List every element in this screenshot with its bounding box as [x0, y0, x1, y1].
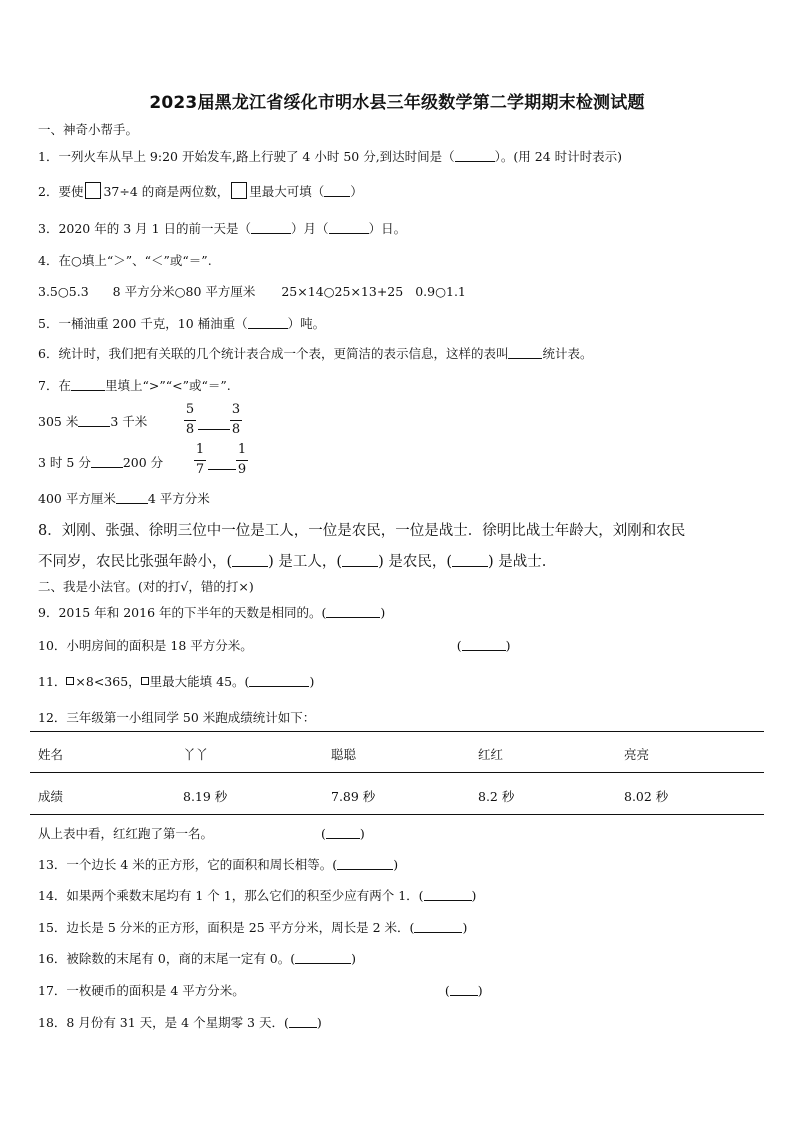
answer-blank[interactable] [208, 469, 236, 470]
table-header-cell: 丫丫 [183, 747, 209, 762]
answer-blank[interactable] [295, 951, 351, 964]
answer-blank[interactable] [289, 1015, 317, 1028]
table-rule-bottom [30, 814, 764, 815]
question-8-line-1: 8．刘刚、张强、徐明三位中一位是工人，一位是农民，一位是战士．徐明比战士年龄大，刘刚和农民 [38, 523, 686, 539]
fraction-comparison-1: 5 8 3 8 [185, 402, 241, 437]
table-cell: 成绩 [38, 789, 64, 804]
answer-blank[interactable] [508, 346, 542, 359]
answer-blank[interactable] [78, 414, 110, 427]
answer-blank[interactable] [326, 605, 380, 618]
question-7-item-b: 3 时 5 分 200 分 [38, 455, 164, 470]
question-13: 13．一个边长 4 米的正方形，它的面积和周长相等。( ) [38, 857, 399, 872]
table-header-cell: 亮亮 [624, 747, 650, 762]
answer-blank[interactable] [462, 638, 506, 651]
table-cell: 8.19 秒 [183, 789, 228, 804]
fill-box[interactable] [141, 677, 149, 685]
question-2: 2．要使 37÷4 的商是两位数， 里最大可填（ ） [38, 184, 363, 199]
question-11: 11． ×8<365， 里最大能填 45。( ) [38, 674, 315, 689]
question-7-item-c: 400 平方厘米 4 平方分米 [38, 491, 210, 506]
question-16: 16．被除数的末尾有 0，商的末尾一定有 0。( ) [38, 951, 357, 966]
page-title: 2023届黑龙江省绥化市明水县三年级数学第二学期期末检测试题 [149, 93, 645, 113]
answer-blank[interactable] [424, 888, 472, 901]
answer-blank[interactable] [198, 429, 230, 430]
answer-blank[interactable] [71, 378, 105, 391]
answer-blank[interactable] [251, 221, 291, 234]
answer-blank[interactable] [91, 455, 123, 468]
table-rule-middle [30, 772, 764, 773]
question-10: 10．小明房间的面积是 18 平方分米。 ( ) [38, 638, 511, 653]
question-18: 18．8 月份有 31 天，是 4 个星期零 3 天．( ) [38, 1015, 322, 1030]
question-12-statement: 从上表中看，红红跑了第一名。 ( ) [38, 826, 365, 841]
table-cell: 8.2 秒 [478, 789, 515, 804]
question-1: 1．一列火车从早上 9:20 开始发车,路上行驶了 4 小时 50 分,到达时间是（ ）。(用 24 时计时表示) [38, 149, 623, 164]
answer-blank[interactable] [452, 554, 488, 567]
question-14: 14．如果两个乘数末尾均有 1 个 1，那么它们的积至少应有两个 1．( ) [38, 888, 477, 903]
answer-blank[interactable] [337, 857, 393, 870]
question-5: 5．一桶油重 200 千克，10 桶油重（ ）吨。 [38, 316, 326, 331]
answer-blank[interactable] [116, 491, 148, 504]
question-3: 3．2020 年的 3 月 1 日的前一天是（ ）月（ ）日。 [38, 221, 407, 236]
answer-blank[interactable] [232, 554, 268, 567]
answer-blank[interactable] [324, 184, 350, 197]
question-6: 6．统计时，我们把有关联的几个统计表合成一个表，更简洁的表示信息，这样的表叫 统计表。 [38, 346, 593, 361]
question-4-items: 3.5○5.3 8 平方分米○80 平方厘米 25×14○25×13+25 0.9○1.1 [38, 284, 466, 299]
section-heading-1: 一、神奇小帮手。 [38, 122, 139, 137]
fill-box[interactable] [231, 182, 247, 199]
answer-blank[interactable] [249, 674, 309, 687]
table-cell: 8.02 秒 [624, 789, 669, 804]
table-header-cell: 聪聪 [331, 747, 357, 762]
question-17: 17．一枚硬币的面积是 4 平方分米。 ( ) [38, 983, 483, 998]
answer-blank[interactable] [450, 983, 478, 996]
table-header-cell: 姓名 [38, 747, 64, 762]
answer-blank[interactable] [414, 920, 462, 933]
question-4: 4．在○填上“＞”、“＜”或“＝”. [38, 253, 212, 268]
question-8-line-2: 不同岁，农民比张强年龄小，( ) 是工人，( ) 是农民，( ) 是战士. [38, 554, 547, 570]
answer-blank[interactable] [248, 316, 288, 329]
table-cell: 7.89 秒 [331, 789, 376, 804]
table-header-cell: 红红 [478, 747, 504, 762]
answer-blank[interactable] [342, 554, 378, 567]
question-9: 9．2015 年和 2016 年的下半年的天数是相同的。( ) [38, 605, 386, 620]
fill-box[interactable] [85, 182, 101, 199]
question-7: 7．在 里填上“>”“<”或“＝”. [38, 378, 231, 393]
section-heading-2: 二、我是小法官。(对的打√，错的打×) [38, 579, 254, 594]
question-15: 15．边长是 5 分米的正方形，面积是 25 平方分米，周长是 2 米．( ) [38, 920, 468, 935]
question-7-item-a: 305 米 3 千米 [38, 414, 148, 429]
fraction-comparison-2: 1 7 1 9 [195, 442, 247, 477]
answer-blank[interactable] [326, 826, 360, 839]
answer-blank[interactable] [329, 221, 369, 234]
table-rule-top [30, 731, 764, 732]
question-12: 12．三年级第一小组同学 50 米跑成绩统计如下： [38, 710, 316, 725]
answer-blank[interactable] [455, 149, 495, 162]
fill-box[interactable] [66, 677, 74, 685]
